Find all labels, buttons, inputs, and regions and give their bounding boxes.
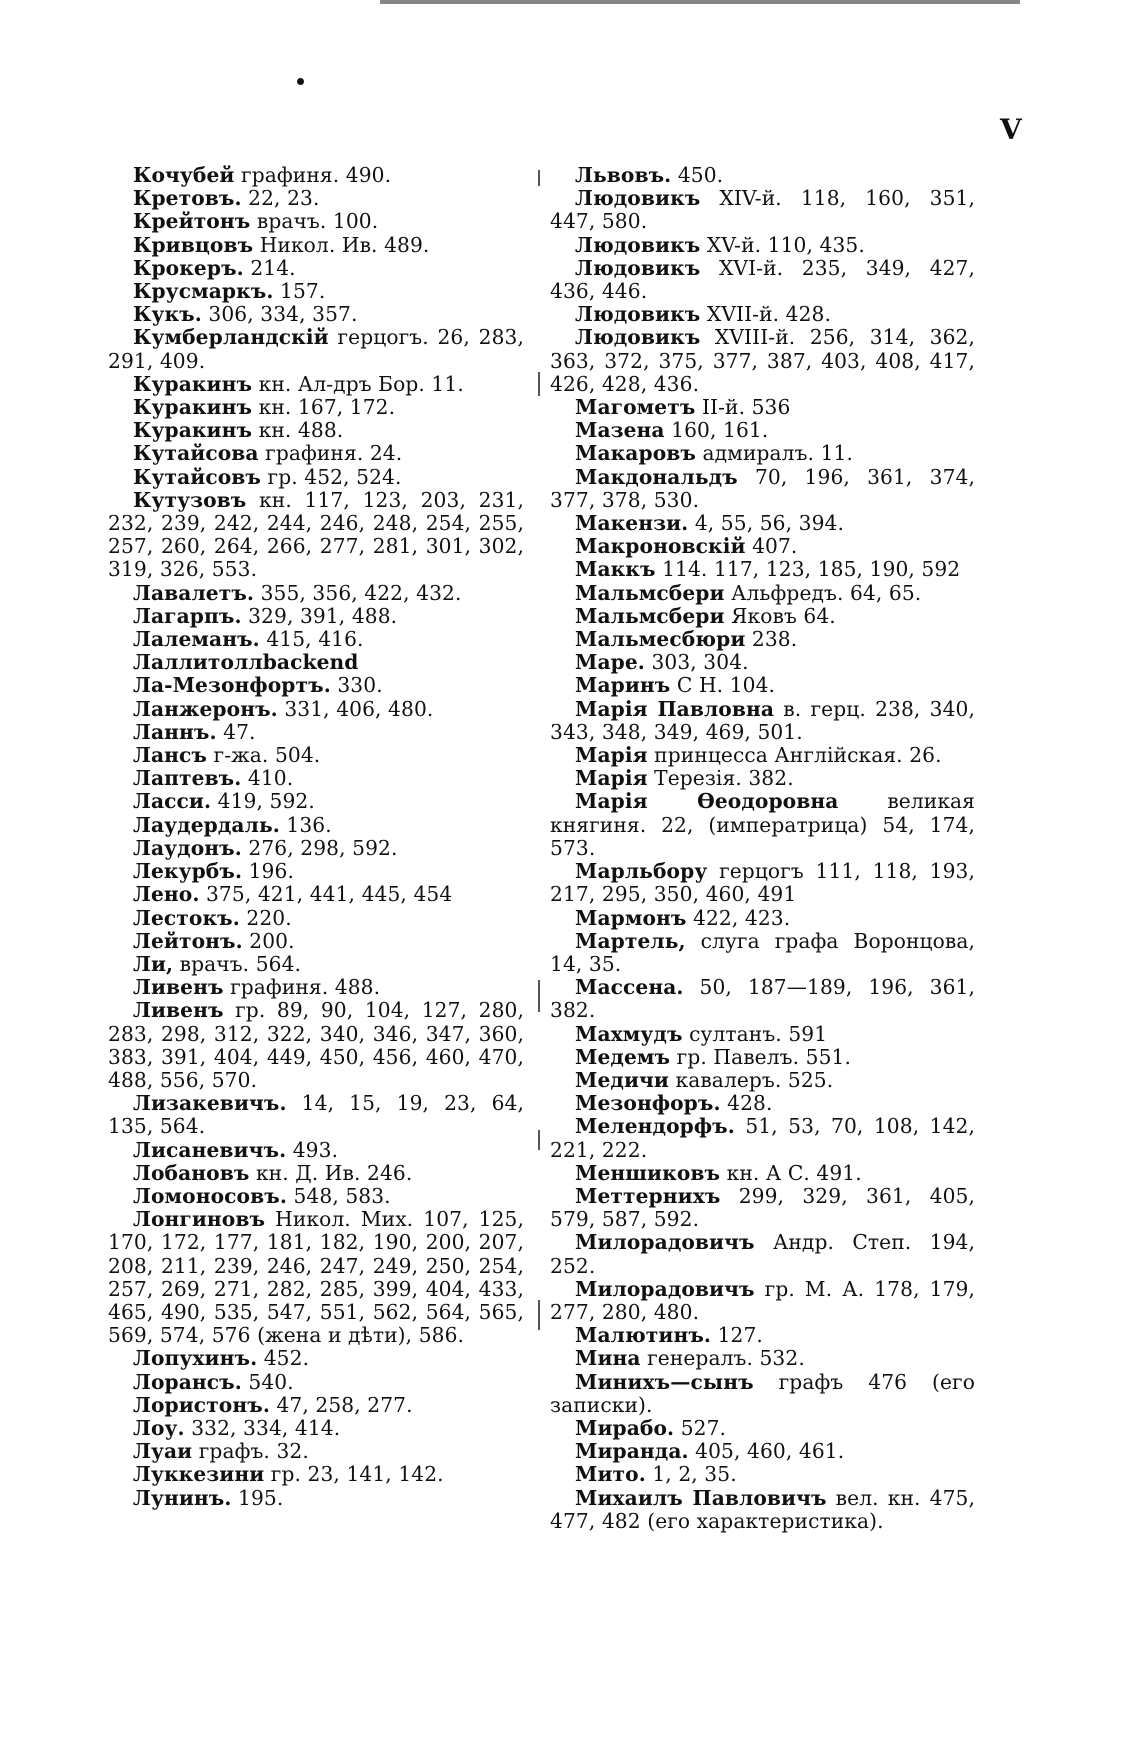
index-entry — [550, 1463, 975, 1486]
entry-name: Людовикъ — [575, 255, 701, 280]
index-entry — [108, 187, 524, 210]
entry-references: кн. 167, 172. — [252, 395, 396, 420]
entry-name: Кривцовъ — [133, 232, 254, 257]
index-entry — [550, 1162, 975, 1185]
entry-name: Людовикъ — [575, 302, 701, 327]
entry-references: 22, 23. — [241, 186, 320, 211]
entry-references: 51, 53, 70, 108, 142, 221, 222. — [550, 1114, 975, 1162]
entry-name: Михаилъ Павловичъ — [575, 1485, 827, 1510]
entry-references: кн. Ал-дръ Бор. 11. — [252, 371, 464, 396]
entry-references: 450. — [671, 163, 724, 187]
entry-name: Магометъ — [575, 395, 696, 420]
entry-references: 419, 592. — [211, 789, 315, 814]
index-column-right — [550, 164, 975, 1533]
index-entry — [550, 234, 975, 257]
entry-references: XIV-й. 118, 160, 351, 447, 580. — [550, 186, 975, 234]
index-entry — [108, 1162, 524, 1185]
entry-references: 405, 460, 461. — [688, 1439, 845, 1464]
index-entry — [108, 280, 524, 303]
index-entry — [550, 674, 975, 697]
index-entry — [550, 466, 975, 512]
entry-name: Лобановъ — [133, 1160, 250, 1185]
entry-name: Лорансъ. — [133, 1369, 242, 1394]
index-entry — [108, 837, 524, 860]
entry-name: Минихъ—сынъ — [575, 1369, 754, 1394]
index-entry — [550, 1347, 975, 1370]
entry-name: Луккезини — [133, 1462, 265, 1487]
index-entry — [108, 883, 524, 906]
top-edge-rule — [380, 0, 1020, 4]
entry-name: Лизакевичъ. — [133, 1091, 287, 1116]
entry-references: графъ 476 (его записки). — [550, 1369, 975, 1417]
entry-references: 127. — [711, 1323, 763, 1348]
index-entry — [550, 860, 975, 906]
entry-name: Ланжеронъ. — [133, 696, 278, 721]
entry-references: гр. Павелъ. 551. — [670, 1044, 851, 1069]
entry-references: Терезія. 382. — [647, 766, 794, 791]
entry-name: Мальмсбери — [575, 580, 725, 605]
index-entry — [550, 744, 975, 767]
index-entry — [550, 1046, 975, 1069]
entry-name: Лекурбъ. — [133, 859, 243, 884]
entry-name: Кумберландскій — [133, 325, 329, 350]
entry-references: 220. — [239, 905, 292, 930]
entry-name: Лагарпъ. — [133, 603, 242, 628]
entry-name: Крусмаркъ. — [133, 279, 274, 304]
index-entry — [108, 1487, 524, 1510]
entry-name: Маринъ — [575, 673, 671, 698]
index-entry — [550, 907, 975, 930]
index-entry — [108, 1417, 524, 1440]
entry-name: Куракинъ — [133, 418, 253, 443]
entry-name: Лено. — [133, 882, 200, 907]
index-entry — [108, 582, 524, 605]
index-entry — [108, 814, 524, 837]
index-entry — [108, 489, 524, 582]
entry-name: Лейтонъ. — [133, 928, 243, 953]
entry-references: 410. — [241, 766, 294, 791]
index-entry — [550, 1371, 975, 1417]
index-entry — [550, 698, 975, 744]
index-entry — [550, 187, 975, 233]
entry-references: 303, 304. — [644, 650, 749, 675]
index-entry — [108, 976, 524, 999]
entry-name: Кутайсовъ — [133, 464, 262, 489]
entry-references: врачъ. 564. — [173, 951, 302, 976]
entry-references: 47. — [216, 719, 256, 744]
index-entry — [550, 1417, 975, 1440]
entry-references: 331, 406, 480. — [277, 696, 434, 721]
entry-references: Никол. Мих. 107, 125, 170, 172, 177, 181, 182, 190, 200, 207, 208, 211, 239, 246, 247, 249, 250, 254, 257, 269, 271, 282, 285, 399, 404, 433, 465, 490, 535, 547, 551, 562, 564, 565, 569, 574, 576 (жена и дѣти), 586. — [108, 1207, 524, 1348]
entry-references: адмиралъ. 11. — [695, 441, 853, 466]
entry-references: принцесса Англійская. 26. — [647, 743, 942, 768]
entry-name: Мирабо. — [575, 1415, 675, 1440]
index-entry — [550, 1115, 975, 1161]
index-entry — [550, 1231, 975, 1277]
entry-references: генералъ. 532. — [640, 1346, 805, 1371]
entry-references: XVII-й. 428. — [700, 302, 832, 327]
entry-name: Ливенъ — [133, 998, 224, 1023]
index-entry — [550, 1023, 975, 1046]
index-entry — [550, 164, 975, 187]
index-entry — [108, 930, 524, 953]
column-divider — [538, 1130, 540, 1150]
index-entry — [108, 674, 524, 697]
entry-name: Крокеръ. — [133, 255, 244, 280]
entry-name: Милорадовичъ — [575, 1230, 755, 1255]
index-entry — [108, 442, 524, 465]
entry-references: С Н. 104. — [670, 673, 776, 698]
index-entry — [108, 1208, 524, 1347]
index-entry — [550, 790, 975, 860]
index-entry — [108, 1139, 524, 1162]
entry-name: Кутайсова — [133, 441, 259, 466]
entry-references: 332, 334, 414. — [184, 1415, 341, 1440]
entry-references: Андр. Степ. 194, 252. — [550, 1230, 975, 1278]
index-entry — [550, 1278, 975, 1324]
index-entry — [108, 860, 524, 883]
entry-references: 375, 421, 441, 445, 454 — [199, 882, 453, 907]
entry-references: гр. 89, 90, 104, 127, 280, 283, 298, 312, 322, 340, 346, 347, 360, 383, 391, 404, 449, 450, 456, 460, 470, 488, 556, 570. — [108, 998, 524, 1092]
entry-name: Макаровъ — [575, 441, 696, 466]
entry-references: кн. А С. 491. — [720, 1160, 862, 1185]
index-entry — [550, 558, 975, 581]
index-entry — [550, 1487, 975, 1533]
entry-name: Медемъ — [575, 1044, 671, 1069]
entry-name: Меншиковъ — [575, 1160, 721, 1185]
entry-references: графъ. 32. — [192, 1439, 309, 1464]
entry-name: Ливенъ — [133, 975, 224, 1000]
index-entry — [108, 210, 524, 233]
entry-references: 493. — [286, 1137, 339, 1162]
entry-name: Марія Ѳеодоровна — [575, 789, 839, 814]
index-entry — [108, 419, 524, 442]
entry-name: Лавалетъ. — [133, 580, 255, 605]
entry-name: Марія Павловна — [575, 696, 775, 721]
index-entry — [108, 698, 524, 721]
entry-references: гр. 452, 524. — [261, 464, 402, 489]
entry-name: Мартель, — [575, 928, 686, 953]
entry-references: XVI-й. 235, 349, 427, 436, 446. — [550, 255, 975, 304]
index-entry — [550, 976, 975, 1022]
entry-name: Лаллитоллbackend — [133, 650, 359, 675]
index-entry — [108, 1092, 524, 1138]
entry-name: Лалеманъ. — [133, 627, 260, 652]
entry-references: гр. 23, 141, 142. — [264, 1462, 444, 1487]
entry-references: 50, 187—189, 196, 361, 382. — [550, 975, 975, 1023]
entry-references: великая княгиня. 22, (императрица) 54, 174, 573. — [550, 789, 976, 860]
entry-name: Мина — [575, 1346, 641, 1371]
entry-name: Макроновскій — [575, 534, 746, 559]
entry-name: Куракинъ — [133, 371, 253, 396]
index-entry — [108, 1371, 524, 1394]
entry-references: Альфредъ. 64, 65. — [724, 580, 922, 605]
entry-references: 415, 416. — [259, 627, 364, 652]
entry-references: XVIII-й. 256, 314, 362, 363, 372, 375, 377, 387, 403, 408, 417, 426, 428, 436. — [550, 325, 975, 396]
entry-references: 114. 117, 123, 185, 190, 592 — [655, 557, 961, 582]
index-entry — [550, 1092, 975, 1115]
entry-references: 299, 329, 361, 405, 579, 587, 592. — [550, 1183, 975, 1232]
entry-references: герцогъ. 26, 283, 291, 409. — [108, 325, 524, 373]
entry-references: 195. — [231, 1485, 284, 1510]
entry-references: врачъ. 100. — [250, 209, 379, 234]
entry-name: Людовикъ — [575, 325, 701, 350]
entry-references: г-жа. 504. — [207, 743, 321, 768]
index-entry — [108, 907, 524, 930]
entry-references: XV-й. 110, 435. — [700, 232, 865, 257]
ink-speck — [297, 78, 304, 85]
entry-references: слуга графа Воронцова, 14, 35. — [550, 928, 975, 976]
entry-name: Людовикъ — [575, 232, 701, 257]
entry-references: 214. — [243, 255, 296, 280]
entry-name: Лестокъ. — [133, 905, 240, 930]
entry-references: 157. — [273, 279, 326, 304]
index-entry — [550, 1069, 975, 1092]
index-entry — [108, 1347, 524, 1370]
entry-references: герцогъ 111, 118, 193, 217, 295, 350, 460, 491 — [550, 859, 975, 907]
entry-name: Мелендорфъ. — [575, 1114, 735, 1139]
index-entry — [108, 721, 524, 744]
index-entry — [108, 303, 524, 326]
entry-name: Меттернихъ — [575, 1183, 721, 1208]
entry-references: 47, 258, 277. — [269, 1392, 413, 1417]
entry-name: Ла-Мезонфортъ. — [133, 673, 331, 698]
entry-name: Лунинъ. — [133, 1485, 232, 1510]
index-entry — [550, 1440, 975, 1463]
entry-references: султанъ. 591 — [682, 1021, 828, 1046]
index-entry — [108, 396, 524, 419]
entry-name: Кукъ. — [133, 302, 202, 327]
entry-references: 452. — [257, 1346, 310, 1371]
entry-name: Массена. — [575, 975, 684, 1000]
entry-name: Мазена — [575, 418, 665, 443]
entry-references: 276, 298, 592. — [241, 835, 398, 860]
entry-references: кн. Д. Ив. 246. — [249, 1160, 413, 1185]
entry-name: Людовикъ — [575, 186, 701, 211]
entry-name: Кочубей — [133, 163, 235, 187]
entry-references: 329, 391, 488. — [241, 603, 398, 628]
entry-references: Яковъ 64. — [724, 603, 836, 628]
entry-references: графиня. 490. — [234, 163, 392, 187]
entry-references: графиня. 488. — [223, 975, 381, 1000]
entry-name: Маре. — [575, 650, 645, 675]
entry-name: Махмудъ — [575, 1021, 683, 1046]
entry-references: 407. — [745, 534, 798, 559]
entry-name: Луаи — [133, 1439, 193, 1464]
index-column-left — [108, 164, 524, 1510]
column-divider — [538, 980, 540, 1012]
page-number: V — [1000, 113, 1022, 146]
entry-name: Лаудонъ. — [133, 835, 242, 860]
entry-references: в. герц. 238, 340, 343, 348, 349, 469, 501. — [550, 696, 975, 744]
entry-references: вел. кн. 475, 477, 482 (его характеристика). — [550, 1485, 975, 1533]
index-entry — [108, 953, 524, 976]
entry-references: 527. — [674, 1415, 727, 1440]
entry-name: Макдональдъ — [575, 464, 738, 489]
index-entry — [108, 326, 524, 372]
entry-name: Мальмесбюри — [575, 627, 746, 652]
index-entry — [108, 1463, 524, 1486]
entry-references: 1, 2, 35. — [645, 1462, 737, 1487]
entry-name: Лансъ — [133, 743, 207, 768]
entry-name: Лоу. — [133, 1415, 185, 1440]
index-entry — [108, 234, 524, 257]
entry-name: Марія — [575, 766, 648, 791]
entry-references: 428. — [720, 1091, 773, 1116]
index-entry — [108, 466, 524, 489]
entry-name: Милорадовичъ — [575, 1276, 755, 1301]
entry-references: 422, 423. — [686, 905, 791, 930]
index-entry — [108, 1440, 524, 1463]
entry-references: 160, 161. — [664, 418, 769, 443]
entry-name: Медичи — [575, 1067, 669, 1092]
index-entry — [550, 767, 975, 790]
index-entry — [550, 582, 975, 605]
index-entry — [108, 164, 524, 187]
entry-name: Лаптевъ. — [133, 766, 242, 791]
index-entry — [550, 651, 975, 674]
index-entry — [108, 1185, 524, 1208]
entry-name: Львовъ. — [575, 163, 672, 187]
entry-references: 330. — [330, 673, 383, 698]
entry-name: Ласси. — [133, 789, 212, 814]
entry-name: Макензи. — [575, 511, 689, 536]
entry-references: Никол. Ив. 489. — [253, 232, 430, 257]
index-entry — [108, 628, 524, 651]
entry-references: кн. 488. — [252, 418, 344, 443]
entry-name: Крейтонъ — [133, 209, 251, 234]
entry-references: кн. 117, 123, 203, 231, 232, 239, 242, 244, 246, 248, 254, 255, 257, 260, 264, 266, 277, 281, 301, 302, 319, 326, 553. — [108, 487, 524, 582]
entry-name: Марльбору — [575, 859, 708, 884]
entry-name: Ли, — [133, 951, 174, 976]
index-entry — [550, 930, 975, 976]
index-entry — [550, 257, 975, 303]
entry-name: Мальмсбери — [575, 603, 725, 628]
entry-name: Ломоносовъ. — [133, 1183, 287, 1208]
entry-references: 540. — [241, 1369, 294, 1394]
entry-references: 70, 196, 361, 374, 377, 378, 530. — [550, 464, 975, 512]
entry-name: Лористонъ. — [133, 1392, 270, 1417]
column-divider — [538, 1300, 540, 1330]
entry-name: Лонгиновъ — [133, 1207, 266, 1232]
entry-references: 4, 55, 56, 394. — [688, 511, 844, 536]
entry-references: 14, 15, 19, 23, 64, 135, 564. — [108, 1091, 524, 1139]
entry-name: Мезонфоръ. — [575, 1091, 721, 1116]
index-entry — [550, 326, 975, 396]
entry-name: Куракинъ — [133, 395, 253, 420]
entry-name: Миранда. — [575, 1439, 689, 1464]
column-divider — [538, 170, 540, 186]
index-entry — [108, 257, 524, 280]
index-entry — [550, 535, 975, 558]
entry-name: Лаудердаль. — [133, 812, 280, 837]
index-entry — [550, 419, 975, 442]
index-entry — [550, 605, 975, 628]
entry-name: Кутузовъ — [133, 487, 247, 512]
index-entry — [550, 628, 975, 651]
index-entry — [108, 999, 524, 1092]
entry-references: кавалеръ. 525. — [668, 1067, 834, 1092]
entry-name: Кретовъ. — [133, 186, 242, 211]
index-entry — [550, 303, 975, 326]
entry-name: Ланнъ. — [133, 719, 217, 744]
entry-name: Марія — [575, 743, 648, 768]
entry-name: Маккъ — [575, 557, 656, 582]
entry-references: графиня. 24. — [258, 441, 403, 466]
entry-name: Мармонъ — [575, 905, 687, 930]
index-entry — [108, 744, 524, 767]
column-divider — [538, 372, 540, 396]
entry-references: 196. — [242, 859, 294, 884]
entry-references: 238. — [745, 627, 798, 652]
entry-references: гр. М. А. 178, 179, 277, 280, 480. — [550, 1276, 975, 1324]
index-entry — [550, 1324, 975, 1347]
index-entry — [550, 442, 975, 465]
entry-references: 306, 334, 357. — [201, 302, 358, 327]
entry-references: 200. — [242, 928, 295, 953]
index-entry — [550, 396, 975, 419]
index-entry — [108, 1394, 524, 1417]
index-entry — [108, 605, 524, 628]
entry-name: Малютинъ. — [575, 1323, 712, 1348]
index-entry — [108, 651, 524, 674]
entry-references: 548, 583. — [286, 1183, 391, 1208]
entry-references: II-й. 536 — [695, 395, 791, 420]
index-entry — [550, 512, 975, 535]
entry-references: 355, 356, 422, 432. — [254, 580, 462, 605]
entry-references: 136. — [279, 812, 332, 837]
index-entry — [108, 767, 524, 790]
entry-name: Лопухинъ. — [133, 1346, 258, 1371]
entry-name: Лисаневичъ. — [133, 1137, 287, 1162]
index-entry — [550, 1185, 975, 1231]
index-entry — [108, 790, 524, 813]
index-entry — [108, 373, 524, 396]
entry-name: Мито. — [575, 1462, 646, 1487]
